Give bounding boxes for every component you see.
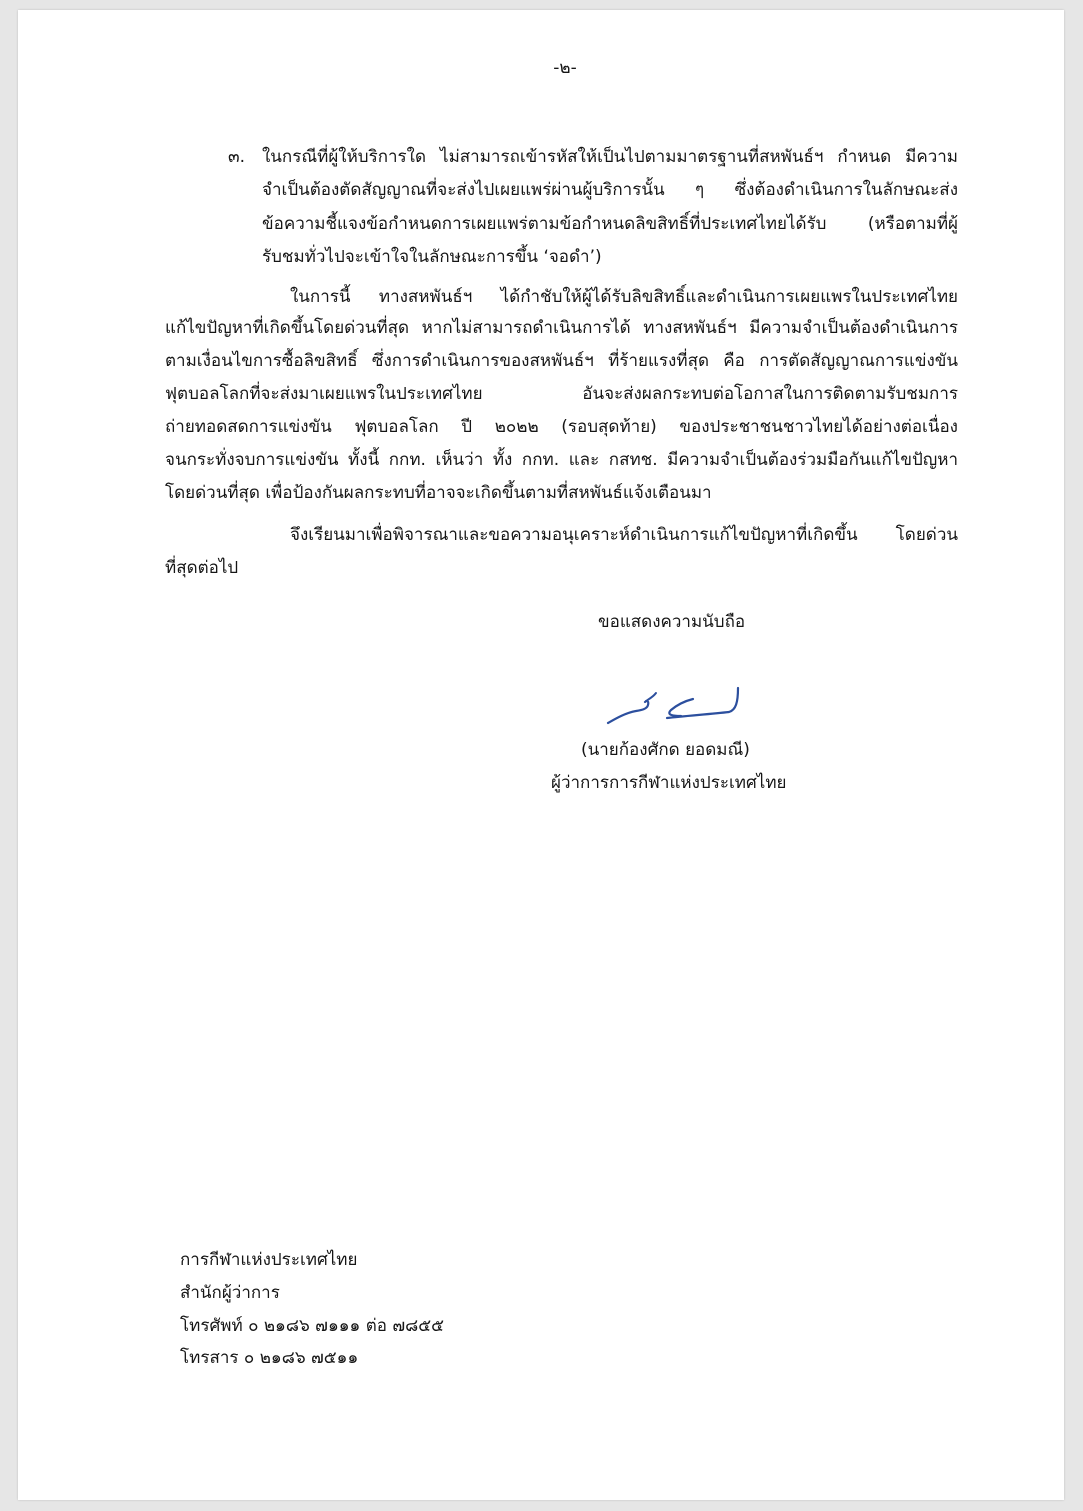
item-3-line: ข้อความชี้แจงข้อกำหนดการเผยแพร่ตามข้อกำหนดลิขสิทธิ์ที่ประเทศไทยได้รับ (หรือตามที่ผู้ <box>262 214 958 234</box>
signature-stroke <box>646 693 656 701</box>
footer-organization: การกีฬาแห่งประเทศไทย <box>180 1250 358 1270</box>
closing-salutation: ขอแสดงความนับถือ <box>598 612 746 632</box>
signature-stroke <box>667 688 738 718</box>
paragraph-2-line: ตามเงื่อนไขการซื้อลิขสิทธิ์ ซึ่งการดำเนินการของสหพันธ์ฯ ที่ร้ายแรงที่สุด คือ การตัดสัญญาณการแข่งขัน <box>165 351 958 371</box>
paragraph-2-line: โดยด่วนที่สุด เพื่อป้องกันผลกระทบที่อาจจะเกิดขึ้นตามที่สหพันธ์แจ้งเตือนมา <box>165 483 712 503</box>
item-3-line: ในกรณีที่ผู้ให้บริการใด ไม่สามารถเข้ารหัสให้เป็นไปตามมาตรฐานที่สหพันธ์ฯ กำหนด มีความ <box>262 147 958 167</box>
paragraph-3-line: จึงเรียนมาเพื่อพิจารณาและขอความอนุเคราะห์ดำเนินการแก้ไขปัญหาที่เกิดขึ้น โดยด่วน <box>290 525 958 545</box>
paragraph-2-line: ในการนี้ ทางสหพันธ์ฯ ได้กำชับให้ผู้ได้รับลิขสิทธิ์และดำเนินการเผยแพรในประเทศไทย <box>290 287 958 307</box>
paragraph-3-line: ที่สุดต่อไป <box>165 558 239 578</box>
footer-fax: โทรสาร ๐ ๒๑๘๖ ๗๕๑๑ <box>180 1348 359 1368</box>
footer-phone: โทรศัพท์ ๐ ๒๑๘๖ ๗๑๑๑ ต่อ ๗๘๕๕ <box>180 1316 445 1336</box>
paragraph-2-line: แก้ไขปัญหาที่เกิดขึ้นโดยด่วนที่สุด หากไม่สามารถดำเนินการได้ ทางสหพันธ์ฯ มีความจำเป็นต้องดำเนินการ <box>165 318 958 338</box>
item-3-number: ๓. <box>228 147 246 167</box>
footer-office: สำนักผู้ว่าการ <box>180 1283 280 1303</box>
page-number: -๒- <box>553 58 577 78</box>
item-3-line: จำเป็นต้องตัดสัญญาณที่จะส่งไปเผยแพร่ผ่านผู้บริการนั้น ๆ ซึ่งต้องดำเนินการในลักษณะส่ง <box>262 180 958 200</box>
signatory-name: (นายก้องศักด ยอดมณี) <box>581 740 750 760</box>
signature-stroke <box>608 701 648 723</box>
signature-stroke <box>669 699 693 716</box>
item-3-line: รับชมทั่วไปจะเข้าใจในลักษณะการขึ้น ‘จอดำ’) <box>262 247 602 267</box>
paragraph-2-line: ฟุตบอลโลกที่จะส่งมาเผยแพรในประเทศไทย อันจะส่งผลกระทบต่อโอกาสในการติดตามรับชมการ <box>165 384 958 404</box>
paragraph-2-line: ถ่ายทอดสดการแข่งขัน ฟุตบอลโลก ปี ๒๐๒๒ (รอบสุดท้าย) ของประชาชนชาวไทยได้อย่างต่อเนื่อง <box>165 417 958 437</box>
handwritten-signature <box>603 680 743 732</box>
signatory-title: ผู้ว่าการการกีฬาแห่งประเทศไทย <box>551 773 787 793</box>
paragraph-2-line: จนกระทั่งจบการแข่งขัน ทั้งนี้ กกท. เห็นว่า ทั้ง กกท. และ กสทช. มีความจำเป็นต้องร่วมมือกันแก้ไขปัญหา <box>165 450 958 470</box>
